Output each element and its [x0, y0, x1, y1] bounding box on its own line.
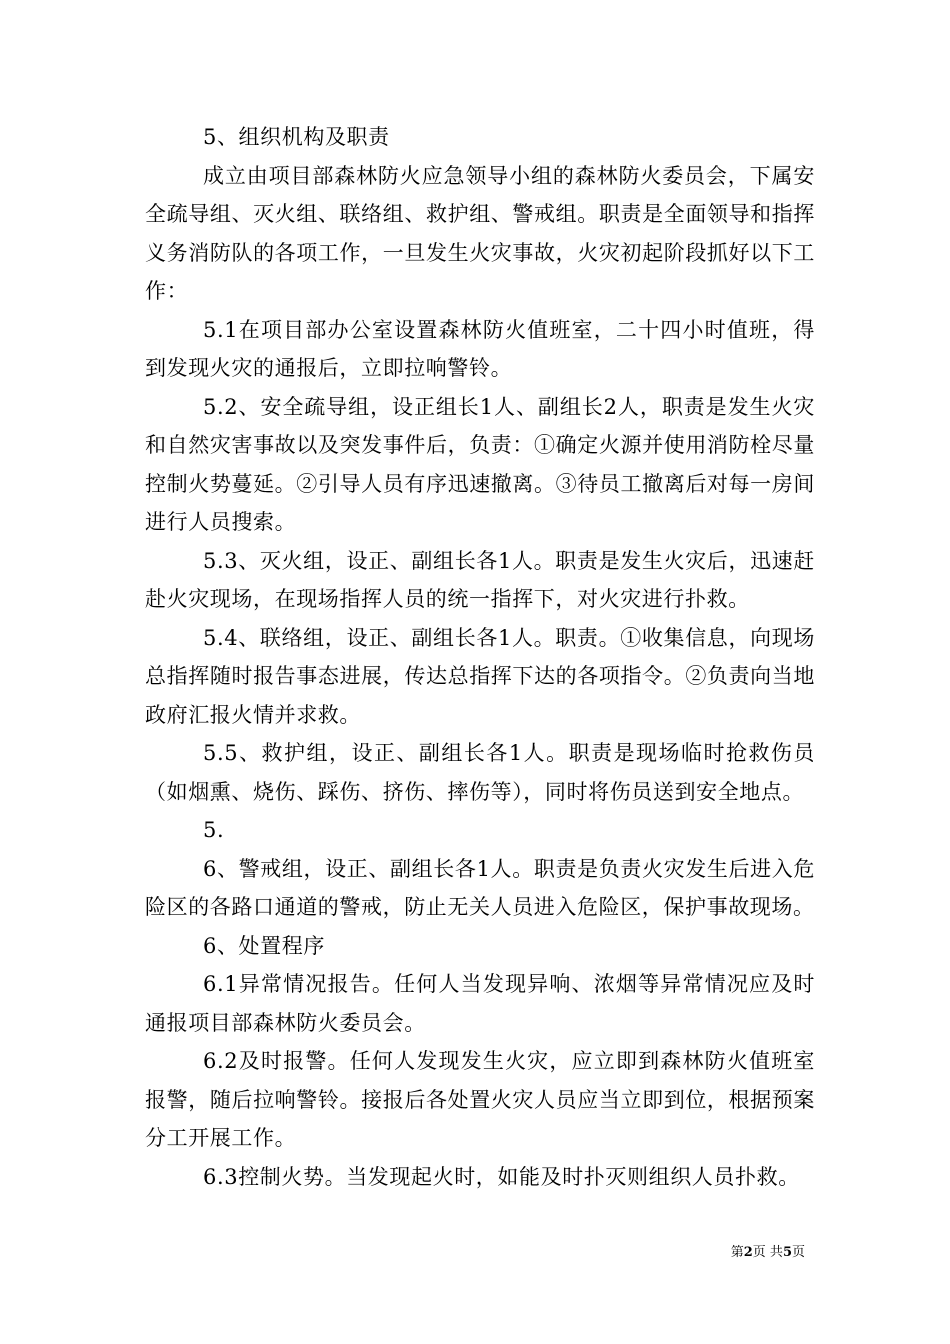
paragraph-5-3: 5.3、灭火组，设正、副组长各1人。职责是发生火灾后，迅速赶赴火灾现场，在现场指挥人员的统一指挥下，对火灾进行扑救。 — [145, 548, 815, 611]
footer-middle: 页 共 — [752, 1245, 783, 1260]
paragraph-5-5: 5.5、救护组，设正、副组长各1人。职责是现场临时抢救伤员（如烟熏、烧伤、踩伤、挤伤、摔伤等），同时将伤员送到安全地点。 — [145, 741, 815, 804]
section-heading-procedure: 6、处置程序 — [203, 933, 325, 958]
paragraph-6-guard: 6、警戒组，设正、副组长各1人。职责是负责火灾发生后进入危险区的各路口通道的警戒，防止无关人员进入危险区，保护事故现场。 — [145, 856, 815, 919]
section-heading-organization: 5、组织机构及职责 — [203, 125, 390, 149]
paragraph-5: 5. — [203, 818, 225, 842]
paragraph-committee: 成立由项目部森林防火应急领导小组的森林防火委员会，下属安全疏导组、灭火组、联络组、救护组、警戒组。职责是全面领导和指挥义务消防队的各项工作，一旦发生火灾事故，火灾初起阶段抓好以下工作： — [145, 163, 815, 303]
footer-prefix: 第 — [730, 1245, 744, 1260]
document-body — [145, 118, 815, 1196]
paragraph-6-1: 6.1异常情况报告。任何人当发现异响、浓烟等异常情况应及时通报项目部森林防火委员会。 — [145, 972, 815, 1035]
paragraph-6-2: 6.2及时报警。任何人发现发生火灾，应立即到森林防火值班室报警，随后拉响警铃。接报后各处置火灾人员应当立即到位，根据预案分工开展工作。 — [145, 1049, 815, 1150]
paragraph-6-3: 6.3控制火势。当发现起火时，如能及时扑灭则组织人员扑救。 — [203, 1164, 800, 1189]
paragraph-5-4: 5.4、联络组，设正、副组长各1人。职责。①收集信息，向现场总指挥随时报告事态进展，传达总指挥下达的各项指令。②负责向当地政府汇报火情并求救。 — [145, 625, 815, 727]
page-footer — [731, 1241, 805, 1260]
footer-current-page: 2 — [743, 1245, 753, 1260]
footer-suffix: 页 — [791, 1245, 805, 1260]
paragraph-5-2: 5.2、安全疏导组，设正组长1人、副组长2人，职责是发生火灾和自然灾害事故以及突发事件后，负责：①确定火源并使用消防栓尽量控制火势蔓延。②引导人员有序迅速撤离。③待员工撤离后对每一房间进行人员搜索。 — [145, 394, 815, 534]
footer-total-pages: 5 — [782, 1245, 792, 1260]
paragraph-5-1: 5.1在项目部办公室设置森林防火值班室，二十四小时值班，得到发现火灾的通报后，立即拉响警铃。 — [145, 317, 815, 380]
